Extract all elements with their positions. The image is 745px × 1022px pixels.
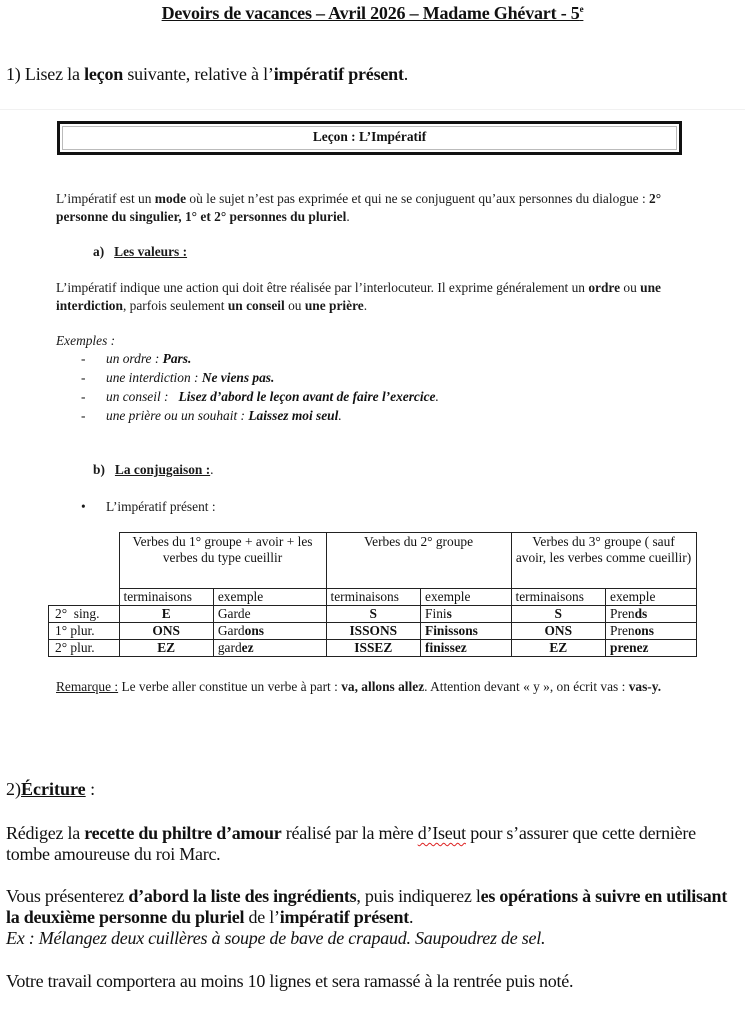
example-cell: [213, 623, 326, 640]
stem: fin: [425, 640, 441, 655]
example-sentence: Ex : Mélangez deux cuillères à soupe de bave de crapaud. Saupoudrez de sel.: [6, 928, 546, 948]
example-cell: [421, 623, 511, 640]
text: .: [363, 298, 368, 313]
ending: e: [244, 606, 251, 621]
example-cell: [606, 623, 696, 640]
subheader-cell: terminaisons: [511, 589, 606, 606]
text: , puis indiquerez l: [356, 886, 481, 906]
title-text: Devoirs de vacances – Avril 2026 – Madame Ghévart - 5: [161, 3, 580, 23]
ending-cell: EZ: [119, 640, 213, 657]
text: :: [85, 779, 96, 799]
ending-cell: E: [119, 606, 213, 623]
group2-header: Verbes du 2° groupe: [326, 533, 511, 589]
text: .: [210, 462, 214, 477]
heading-label: Les valeurs :: [114, 244, 188, 259]
travail-paragraph: Votre travail comportera au moins 10 lignes et sera ramassé à la rentrée puis noté.: [6, 971, 574, 991]
section2-label: Écriture: [21, 779, 86, 799]
text: .: [346, 209, 350, 224]
emphasis: es opérations à suivre en utilisant la deuxième personne du pluriel: [6, 886, 728, 927]
heading-label: La conjugaison :: [114, 462, 211, 477]
stem: Fin: [425, 623, 445, 638]
example-value: Laissez moi seul: [248, 408, 339, 423]
ending: issez: [440, 640, 467, 655]
heading-letter: b): [93, 462, 105, 477]
emphasis: une prière: [304, 298, 364, 313]
emphasis: mode: [154, 191, 187, 206]
emphasis: leçon: [84, 64, 124, 84]
emphasis: vas-y.: [628, 679, 662, 694]
example-item: [81, 369, 274, 387]
person-cell: 2° plur.: [49, 640, 120, 657]
text: pour s’assurer que cette dernière tombe amoureuse du roi Marc.: [6, 823, 696, 864]
dash-bullet: -: [81, 408, 86, 423]
group1-header: Verbes du 1° groupe + avoir + les verbes du type cueillir: [119, 533, 326, 589]
title-superscript: e: [579, 4, 584, 14]
heading-conjugaison: [93, 461, 214, 479]
ending-cell: ISSEZ: [326, 640, 421, 657]
emphasis: va, allons allez: [341, 679, 425, 694]
section2-number: 2): [6, 779, 21, 799]
table-row: [49, 640, 697, 657]
ending: ez: [241, 640, 254, 655]
text: . Attention devant « y », on écrit vas :: [424, 679, 629, 694]
emphasis: d’abord la liste des ingrédients: [128, 886, 357, 906]
ending-cell: EZ: [511, 640, 606, 657]
definition-paragraph: [56, 190, 676, 226]
bullet-icon: •: [81, 499, 86, 514]
example-item: [81, 407, 342, 425]
example-label: une prière ou un souhait :: [106, 408, 249, 423]
heading-valeurs: [93, 243, 187, 261]
example-cell: [213, 640, 326, 657]
lesson-title-box: [57, 121, 682, 155]
empty-cell: [49, 589, 120, 606]
text: .: [338, 408, 342, 423]
subheader-cell: exemple: [213, 589, 326, 606]
consignes-paragraph: [6, 886, 741, 928]
examples-title: Exemples :: [56, 333, 116, 348]
example-item: [81, 388, 439, 406]
page-title: [0, 3, 745, 24]
text: Le verbe aller constitue un verbe à part :: [118, 679, 342, 694]
ending: ons: [634, 623, 654, 638]
example-value: Ne viens pas.: [201, 370, 275, 385]
dash-bullet: -: [81, 389, 86, 404]
ending: issons: [444, 623, 478, 638]
emphasis: 2° personne du singulier, 1° et 2° personnes du pluriel: [56, 191, 662, 224]
remark-label: Remarque :: [56, 679, 119, 694]
example-value: Lisez d’abord le leçon avant de faire l’exercice: [178, 389, 436, 404]
section1-instruction: [6, 64, 408, 85]
table-row: [49, 606, 697, 623]
ending: ez: [636, 640, 649, 655]
text: réalisé par la mère: [281, 823, 418, 843]
section1-number: 1): [6, 64, 25, 84]
text: .: [408, 907, 414, 927]
conjugation-table: [48, 532, 697, 657]
group3-header: Verbes du 3° groupe ( sauf avoir, les verbes comme cueillir): [511, 533, 696, 589]
example-cell: [213, 606, 326, 623]
values-paragraph: [56, 279, 676, 315]
person-cell: 1° plur.: [49, 623, 120, 640]
text: ou: [284, 298, 305, 313]
ending: ds: [634, 606, 648, 621]
ending-cell: S: [326, 606, 421, 623]
emphasis: un conseil: [227, 298, 285, 313]
lesson-image: [0, 109, 745, 730]
text: Lisez la: [24, 64, 85, 84]
spellcheck-flagged-word[interactable]: d’Iseut: [417, 823, 466, 843]
example-cell: [606, 606, 696, 623]
section2-heading: [6, 779, 95, 800]
subheader-cell: terminaisons: [326, 589, 421, 606]
text: L’impératif est un: [56, 191, 155, 206]
emphasis: impératif présent: [273, 64, 404, 84]
text: de l’: [244, 907, 280, 927]
example-cell: [606, 640, 696, 657]
text: L’impératif indique une action qui doit être réalisée par l’interlocuteur. Il exprime généralement un: [56, 280, 589, 295]
stem: Pren: [610, 606, 635, 621]
subheader-cell: exemple: [606, 589, 696, 606]
ending: s: [446, 606, 452, 621]
emphasis: ordre: [588, 280, 621, 295]
subheader-cell: exemple: [421, 589, 511, 606]
ending: ons: [244, 623, 264, 638]
ending-cell: ONS: [511, 623, 606, 640]
stem: gard: [217, 640, 242, 655]
text: ou: [620, 280, 641, 295]
dash-bullet: -: [81, 370, 86, 385]
table-header-row: [49, 533, 697, 589]
text: .: [435, 389, 439, 404]
recette-paragraph: [6, 823, 741, 865]
text: Vous présenterez: [6, 886, 129, 906]
text: suivante, relative à l’: [123, 64, 274, 84]
stem: Gard: [217, 606, 245, 621]
text: .: [403, 64, 409, 84]
text: Rédigez la: [6, 823, 85, 843]
lesson-title: Leçon : L’Impératif: [62, 126, 677, 150]
stem: Gard: [217, 623, 245, 638]
person-cell: 2° sing.: [49, 606, 120, 623]
emphasis: recette du philtre d’amour: [84, 823, 282, 843]
subheader-cell: terminaisons: [119, 589, 213, 606]
example-cell: [421, 606, 511, 623]
emphasis: une interdiction: [56, 280, 661, 313]
stem: Fini: [425, 606, 447, 621]
stem: pren: [610, 640, 637, 655]
example-label: un conseil :: [106, 389, 179, 404]
bullet-item: [81, 498, 216, 516]
table-row: [49, 623, 697, 640]
text: , parfois seulement: [122, 298, 228, 313]
ending-cell: ONS: [119, 623, 213, 640]
heading-letter: a): [93, 244, 105, 259]
example-label: un ordre :: [106, 351, 163, 366]
emphasis: impératif présent: [279, 907, 409, 927]
stem: Pren: [610, 623, 635, 638]
example-value: Pars.: [162, 351, 192, 366]
example-cell: [421, 640, 511, 657]
table-subheader-row: [49, 589, 697, 606]
bullet-text: L’impératif présent :: [106, 499, 216, 514]
ending-cell: ISSONS: [326, 623, 421, 640]
example-label: une interdiction :: [106, 370, 202, 385]
ending-cell: S: [511, 606, 606, 623]
text: où le sujet n’est pas exprimée et qui ne se conjuguent qu’aux personnes du dialogue :: [186, 191, 650, 206]
remark-paragraph: [56, 678, 681, 696]
empty-cell: [49, 533, 120, 589]
dash-bullet: -: [81, 351, 86, 366]
example-item: [81, 350, 191, 368]
